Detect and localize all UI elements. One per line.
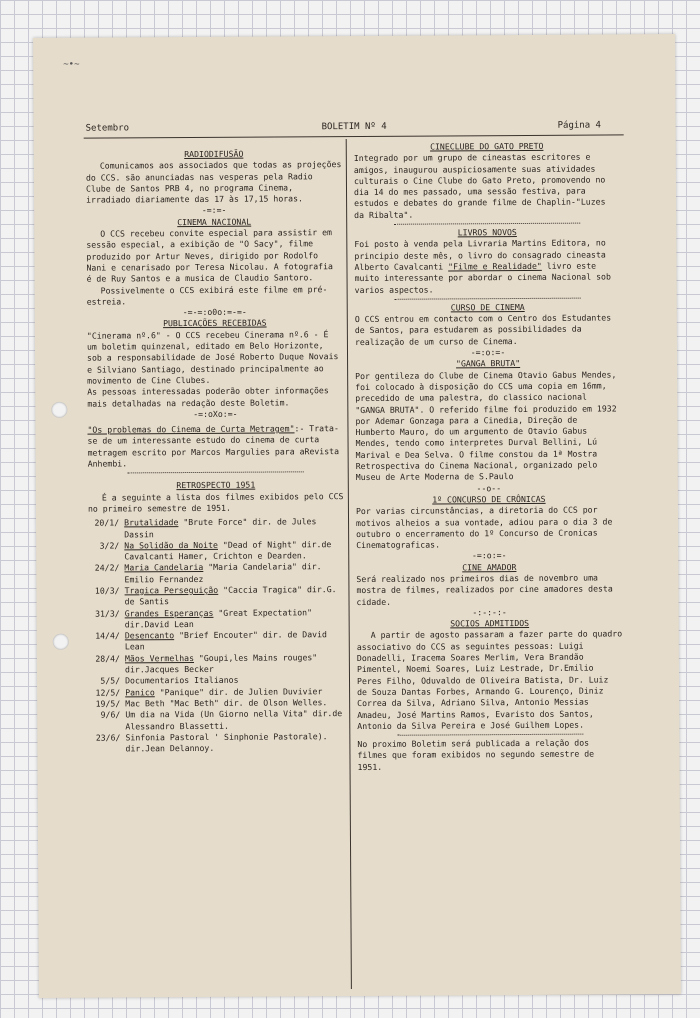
header-page: Página 4	[557, 120, 602, 131]
retro-date: 24/2/	[94, 562, 120, 573]
dotted-rule	[394, 223, 580, 225]
header-month: Setembro	[85, 123, 130, 134]
gato-preto-text: Integrado por um grupo de cineastas escritores e amigos, inaugurou auspiciosamente suas atividades culturais o Cine Clube do Gato Preto, promovendo no dia 14 do mes passado, uma sessão festiva, para estudos e debates do grande filme de Chaplin-"Luzes da Ribalta".	[353, 151, 606, 220]
retro-film-title: Mãos Vermelhas	[124, 652, 195, 664]
curso-text: O CCS entrou em contacto com o Centro dos Estudantes de Santos, para estudarem as possibilidades da realização de um curso de Cinema.	[354, 312, 612, 347]
list-item	[86, 539, 344, 563]
retro-intro: É a seguinte a lista dos filmes exibidos pelo CCS no primeiro semestre de 1951.	[87, 490, 344, 514]
document-page	[33, 34, 681, 998]
list-item	[86, 584, 344, 608]
retro-date: 23/6/	[95, 732, 121, 743]
proximo-text: No proximo Boletim será publicada a relação dos filmes que foram exibidos no segundo semestre de 1951.	[357, 737, 595, 772]
livros-title: LIVROS NOVOS	[457, 227, 517, 238]
retro-film-title: Maria Candelaria	[124, 562, 204, 573]
list-item	[86, 516, 344, 540]
retro-film-detail: Mac Beth "Mac Beth" dir. de Olson Welles.	[125, 697, 328, 709]
retro-date: 5/5/	[100, 675, 121, 686]
separator: -=:o:=-	[471, 550, 507, 561]
retro-date: 28/4/	[95, 653, 121, 664]
separator: -=:=-	[201, 205, 227, 216]
cronicas-title: 1º CONCURSO DE CRÔNICAS	[432, 493, 546, 505]
retro-film-title: Panico	[125, 686, 155, 698]
dotted-rule	[397, 734, 583, 736]
retro-film-title: Tragica Perseguição	[124, 584, 219, 596]
list-item	[87, 731, 345, 755]
list-item	[86, 561, 344, 585]
publicacoes-title: PUBLICAÇÕES RECEBIDAS	[163, 318, 267, 329]
retro-date: 10/3/	[94, 585, 120, 596]
retro-title: RETROSPECTO 1951	[176, 479, 256, 491]
retro-film-detail: Um dia na Vida (Un Giorno nella Vita" dir.de Alessandro Blassetti.	[125, 708, 343, 731]
header-rule	[84, 134, 624, 138]
cinema-nacional-title: CINEMA NACIONAL	[177, 216, 252, 227]
retro-film-title: Brutalidade	[124, 517, 179, 528]
retro-date: 31/3/	[95, 608, 120, 619]
retro-date: 3/2/	[99, 540, 120, 551]
dotted-rule	[395, 297, 581, 299]
list-item	[87, 652, 345, 676]
livros-book-title: "Filme e Realidade"	[448, 260, 542, 272]
list-item	[87, 607, 345, 631]
livros-text-pre: Foi posto à venda pela Livraria Martins Editora, no principio deste mês, o livro do consagrado cineasta Alberto Cavalcanti	[354, 237, 606, 272]
retro-list	[86, 516, 345, 755]
list-item	[87, 629, 345, 653]
socios-title: SOCIOS ADMITIDOS	[450, 618, 530, 629]
separator: -=:o:=-	[470, 347, 506, 358]
cinema-nacional-p1: O CCS recebeu convite especial para assistir em sessão especial, a exibição de "O Sacy", filme produzido por Artur Neves, dirigido por Rodolfo Nani e cenarisado por Teresa Nicolau. A fotografia é de Ruy Santos e a musica de Claudio Santoro.	[86, 227, 333, 284]
ganga-text: Por gentileza do Clube de Cinema Otavio Gabus Mendes, foi colocado à disposição do CCS uma copia em 16mm, precedido de uma palestra, do classico nacional "GANGA BRUTA". O referido filme foi produzido em 1932 por Ademar Gonzaga para a Cinedia, Direção de Humberto Mauro, do um argumento de Otavio Gabus Mendes, tendo como interpretes Durval Bellini, Lú Marival e Dea Selva. O filme constou da 1ª Mostra Retrospectiva do Cinema Nacional, organizado pelo Museu de Arte Moderna de S.Paulo	[355, 369, 617, 483]
socios-text: A partir de agosto passaram a fazer parte do quadro associativo do CCS as seguintes pessoas: Luigi Donadelli, Iracema Soares Merlim, Vera Brandão Pimentel, Noemi Soares, Luiz Lestrade, Dr.Emilio Peres Filho, Oduvaldo de Oliveira Batista, Dr. Luiz de Souza Dantas Forbes, Armando G. Lourenço, Diniz Correa da Silva, Adriano Silva, Antonio Messias Amadeu, José Martins Ramos, Evaristo dos Santos, Antonio da Silva Pereira e José Guilhem Lopes.	[356, 628, 623, 731]
retro-film-detail: Documentarios Italianos	[125, 675, 239, 686]
retro-date: 12/5/	[95, 687, 121, 698]
right-column	[354, 140, 624, 773]
retro-film-detail: Sinfonia Pastoral ' Sinphonie Pastorale). dir.Jean Delannoy.	[125, 731, 328, 754]
separator: --o--	[476, 482, 502, 493]
punch-hole	[51, 402, 67, 418]
amador-title: CINE AMADOR	[462, 561, 517, 573]
pen-mark: ~•~	[63, 59, 80, 70]
list-item	[87, 708, 345, 732]
curso-title: CURSO DE CINEMA	[450, 301, 525, 313]
dotted-rule	[128, 472, 304, 474]
column-divider	[346, 139, 352, 989]
retro-film-detail: "Brute Force" dir. de Jules Dassin	[124, 516, 317, 539]
problemas-paragraph	[87, 423, 343, 470]
separator: -:-:-:-	[472, 606, 507, 618]
retro-film-title: Grandes Esperanças	[124, 607, 214, 618]
livros-text-post: livro este muito interessante por abordar o cinema Nacional sob varios aspectos.	[354, 260, 611, 295]
retro-film-detail: "Panique" dir. de Julien Duvivier	[154, 685, 323, 697]
cronicas-text: Por varias circunstâncias, a diretoria do CCS por motivos alheios a sua vontade, adiou para o dia 3 de outubro o encerramento do 1º Concurso de Cronicas Cinematograficas.	[355, 504, 613, 551]
retro-film-title: Desencanto	[124, 630, 175, 641]
header-title: BOLETIM Nº 4	[321, 121, 387, 133]
publicacoes-p2: As pessoas interessadas poderão obter informações mais detalhadas na redação deste Boletim.	[87, 385, 329, 409]
amador-text: Será realizado nos primeiros dias de novembro uma mostra de filmes, realizados por cine amadores desta cidade.	[356, 572, 613, 607]
punch-hole	[53, 634, 69, 650]
separator: -=-=:o0o:=-=-	[182, 306, 247, 318]
publicacoes-p1: "Cinerama nº.6" - O CCS recebeu Cinerama nº.6 - É um boletim quinzenal, editado em Belo Horizonte, sob a responsabilidade de José Roberto Duque Novais e Silviano Santiago, destinado principalmente ao movimento de Cine Clubes.	[86, 328, 339, 386]
left-column	[86, 148, 346, 755]
gato-preto-title: CINECLUBE DO GATO PRETO	[430, 140, 544, 152]
retro-date: 9/6/	[100, 709, 121, 720]
retro-film-detail: "Maria Candelaria" dir. Emilio Fernandez	[124, 561, 322, 585]
retro-film-title: Na Solidão da Noite	[124, 539, 218, 551]
radio-text: Comunicamos aos associados que todas as projeções do CCS. são anunciadas nas vesperas pela Radio Clube de Santos PRB 4, no programa Cinema, irradiado diariamente das 17 às 17,15 horas.	[85, 159, 342, 205]
retro-film-detail: "Brief Encouter" dir. de David Lean	[124, 629, 327, 652]
retro-film-detail: "Caccia Tragica" dir.G. de Santis	[124, 584, 337, 607]
retro-film-detail: "Great Expectation" dir.David Lean	[124, 606, 313, 630]
livros-text	[354, 238, 620, 296]
ganga-title: "GANGA BRUTA"	[455, 358, 521, 369]
cinema-nacional-p2: Possivelmente o CCS exibirá este filme em pré-estreia.	[86, 283, 328, 307]
problemas-title: "Os problemas do Cinema de Curta Metragem"	[87, 423, 295, 435]
problemas-text: :- Trata-se de um interessante estudo do cinema de curta metragem escrito por Marcos Margulies para aRevista Anhembi.	[87, 423, 340, 469]
retro-date: 14/4/	[95, 630, 120, 641]
separator: -=:oXo:=-	[193, 408, 238, 419]
retro-film-detail: "Goupi,les Mains rouges" dir.Jacques Becker	[125, 652, 318, 675]
retro-date: 20/1/	[94, 517, 120, 528]
retro-date: 19/5/	[95, 698, 121, 709]
retro-film-detail: "Dead of Night" dir.de Cavalcanti Hamer, Crichton e Dearden.	[124, 538, 332, 562]
radio-title: RADIODIFUSÃO	[184, 148, 244, 160]
